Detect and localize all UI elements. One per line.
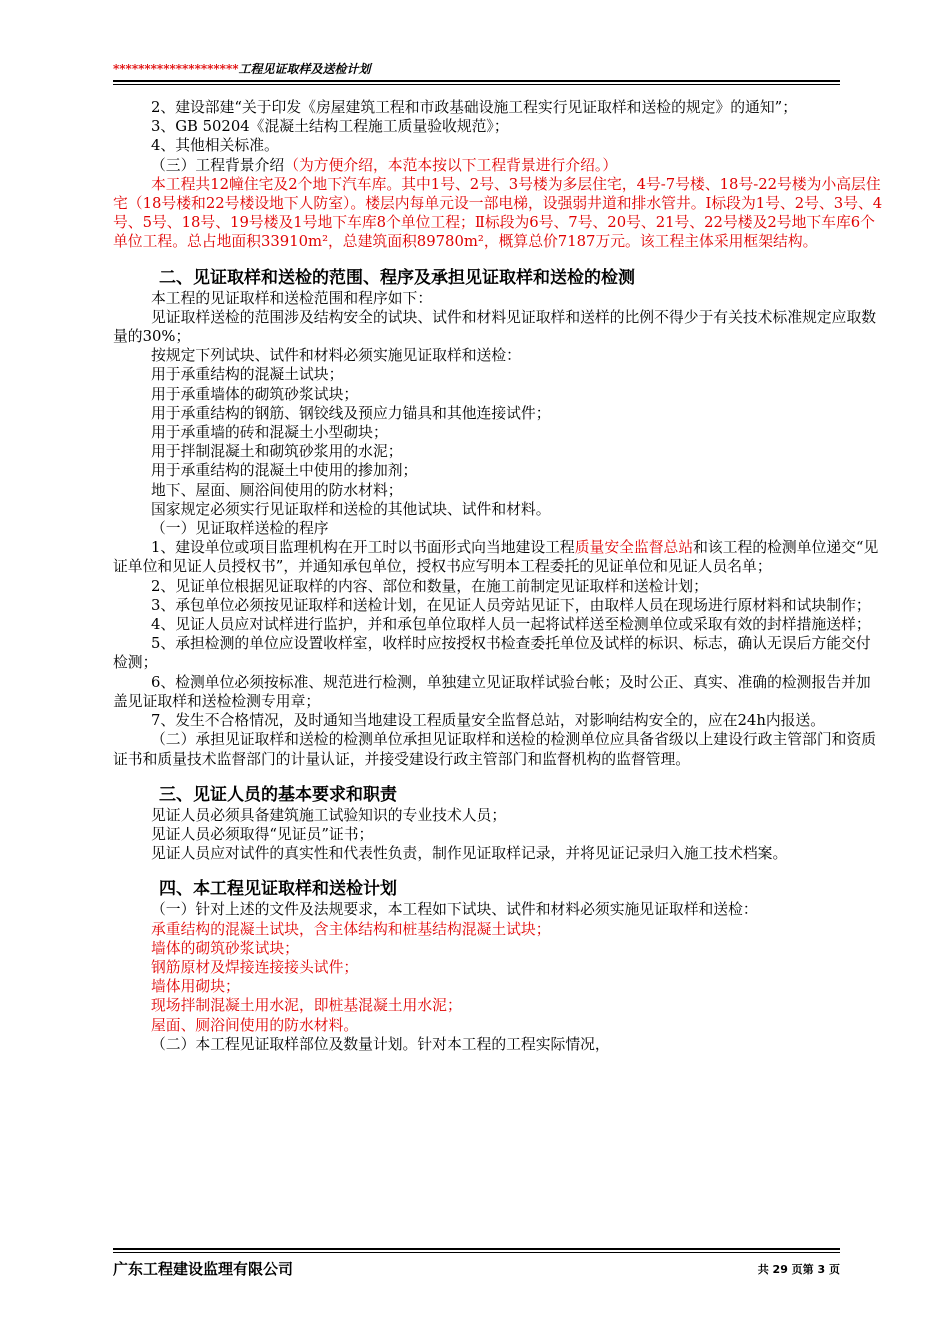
paragraph: （一）针对上述的文件及法规要求，本工程如下试块、试件和材料必须实施见证取样和送检：	[151, 901, 758, 919]
footer-page-info: 共 29 页第 3 页	[757, 1263, 840, 1276]
section-heading: 四、本工程见证取样和送检计划	[159, 879, 397, 900]
list-item: 用于承重结构的混凝土中使用的掺加剂；	[151, 462, 418, 480]
paragraph: 2、建设部建“关于印发《房屋建筑工程和市政基础设施工程实行见证取样和送检的规定》的通知”；	[151, 99, 798, 116]
paragraph: 按规定下列试块、试件和材料必须实施见证取样和送检：	[151, 347, 521, 365]
page-header	[113, 62, 840, 76]
paragraph	[113, 538, 883, 576]
paragraph	[113, 156, 883, 175]
list-item: 地下、屋面、厕浴间使用的防水材料；	[151, 481, 403, 499]
list-item: 现场拌制混凝土用水泥，即桩基混凝土用水泥；	[151, 997, 462, 1015]
list-item: 用于承重结构的钢筋、钢铰线及预应力锚具和其他连接试件；	[151, 404, 551, 422]
paragraph: 3、承包单位必须按见证取样和送检计划，在见证人员旁站见证下，由取样人员在现场进行原材料和试块制作；	[151, 596, 871, 614]
header-rule	[113, 80, 840, 85]
paragraph: 本工程的见证取样和送检范围和程序如下：	[151, 289, 433, 307]
paragraph: 3、GB 50204《混凝土结构工程施工质量验收规范》；	[151, 118, 509, 136]
list-item: 国家规定必须实行见证取样和送检的其他试块、试件和材料。	[151, 500, 551, 518]
footer-company: 广东工程建设监理有限公司	[113, 1260, 294, 1278]
paragraph: （二）本工程见证取样部位及数量计划。针对本工程的工程实际情况，	[151, 1035, 610, 1053]
note-text: （为方便介绍，本范本按以下工程背景进行介绍。）	[284, 156, 618, 174]
subheading: （一）见证取样送检的程序	[151, 520, 329, 538]
paragraph: 4、见证人员应对试样进行监护，并和承包单位取样人员一起将试样送至检测单位或采取有效的封样措施送样；	[151, 616, 871, 634]
footer-rule	[113, 1248, 840, 1253]
paragraph: 见证人员应对试件的真实性和代表性负责，制作见证取样记录，并将见证记录归入施工技术档案。	[151, 845, 788, 863]
list-item: 承重结构的混凝土试块，含主体结构和桩基结构混凝土试块；	[151, 920, 551, 938]
header-title: 工程见证取样及送检计划	[238, 62, 371, 76]
list-item: 用于承重墙的砖和混凝土小型砌块；	[151, 424, 388, 442]
paragraph: 2、见证单位根据见证取样的内容、部位和数量，在施工前制定见证取样和送检计划；	[151, 577, 708, 595]
list-item: 用于承重墙体的砌筑砂浆试块；	[151, 385, 359, 403]
list-item: 墙体用砌块；	[151, 978, 240, 996]
subheading: （三）工程背景介绍	[151, 156, 285, 174]
paragraph: 6、检测单位必须按标准、规范进行检测，单独建立见证取样试验台帐；及时公正、真实、准确的检测报告并加盖见证取样和送检检测专用章；	[113, 673, 871, 710]
list-item: 用于承重结构的混凝土试块；	[151, 366, 344, 384]
list-item: 屋面、厕浴间使用的防水材料。	[151, 1016, 359, 1034]
list-item: 墙体的砌筑砂浆试块；	[151, 939, 299, 957]
paragraph: （二）承担见证取样和送检的检测单位承担见证取样和送检的检测单位应具备省级以上建设行政主管部门和资质证书和质量技术监督部门的计量认证，并接受建设行政主管部门和监督机构的监督管理。	[113, 731, 877, 768]
paragraph: 7、发生不合格情况，及时通知当地建设工程质量安全监督总站，对影响结构安全的，应在24h内报送。	[151, 712, 826, 730]
highlight-text: 质量安全监督总站	[574, 539, 694, 557]
paragraph: 4、其他相关标准。	[151, 137, 279, 155]
paragraph: 见证取样送检的范围涉及结构安全的试块、试件和材料见证取样和送样的比例不得少于有关技术标准规定应取数量的30%；	[113, 308, 877, 346]
section-heading: 三、见证人员的基本要求和职责	[159, 784, 397, 805]
document-body	[113, 98, 883, 1054]
paragraph: 见证人员必须取得“见证员”证书；	[151, 825, 374, 843]
list-item: 钢筋原材及焊接连接接头试件；	[151, 958, 359, 976]
paragraph: 见证人员必须具备建筑施工试验知识的专业技术人员；	[151, 806, 507, 824]
text: 和该工程的检测单位递交“见证单位和见证人员授权书”，并通知承包单位，授权书应写明本工程委托的见证单位和见证人员名单；	[113, 539, 879, 576]
text: 1、建设单位或项目监理机构在开工时以书面形式向当地建设工程	[151, 539, 575, 557]
paragraph: 5、承担检测的单位应设置收样室，收样时应按授权书检查委托单位及试样的标识、标志，确认无误后方能交付检测；	[113, 635, 871, 672]
list-item: 用于拌制混凝土和砌筑砂浆用的水泥；	[151, 443, 403, 461]
header-stars: ********************	[113, 62, 239, 76]
paragraph: 本工程共12幢住宅及2个地下汽车库。其中1号、2号、3号楼为多层住宅，4号-7号楼、18号-22号楼为小高层住宅（18号楼和22号楼设地下人防室）。楼层内每单元设一部电梯，设强弱井道和排水管井。Ⅰ标段为1号、2号、3号、4号、5号、18号、19号楼及1号地下车库8个单位工程；Ⅱ标段为6号、7号、20号、21号、22号楼及2号地下车库6个单位工程。总占地面积33910m²，总建筑面积89780m²，概算总价7187万元。该工程主体采用框架结构。	[113, 175, 883, 251]
section-heading: 二、见证取样和送检的范围、程序及承担见证取样和送检的检测	[159, 267, 635, 288]
